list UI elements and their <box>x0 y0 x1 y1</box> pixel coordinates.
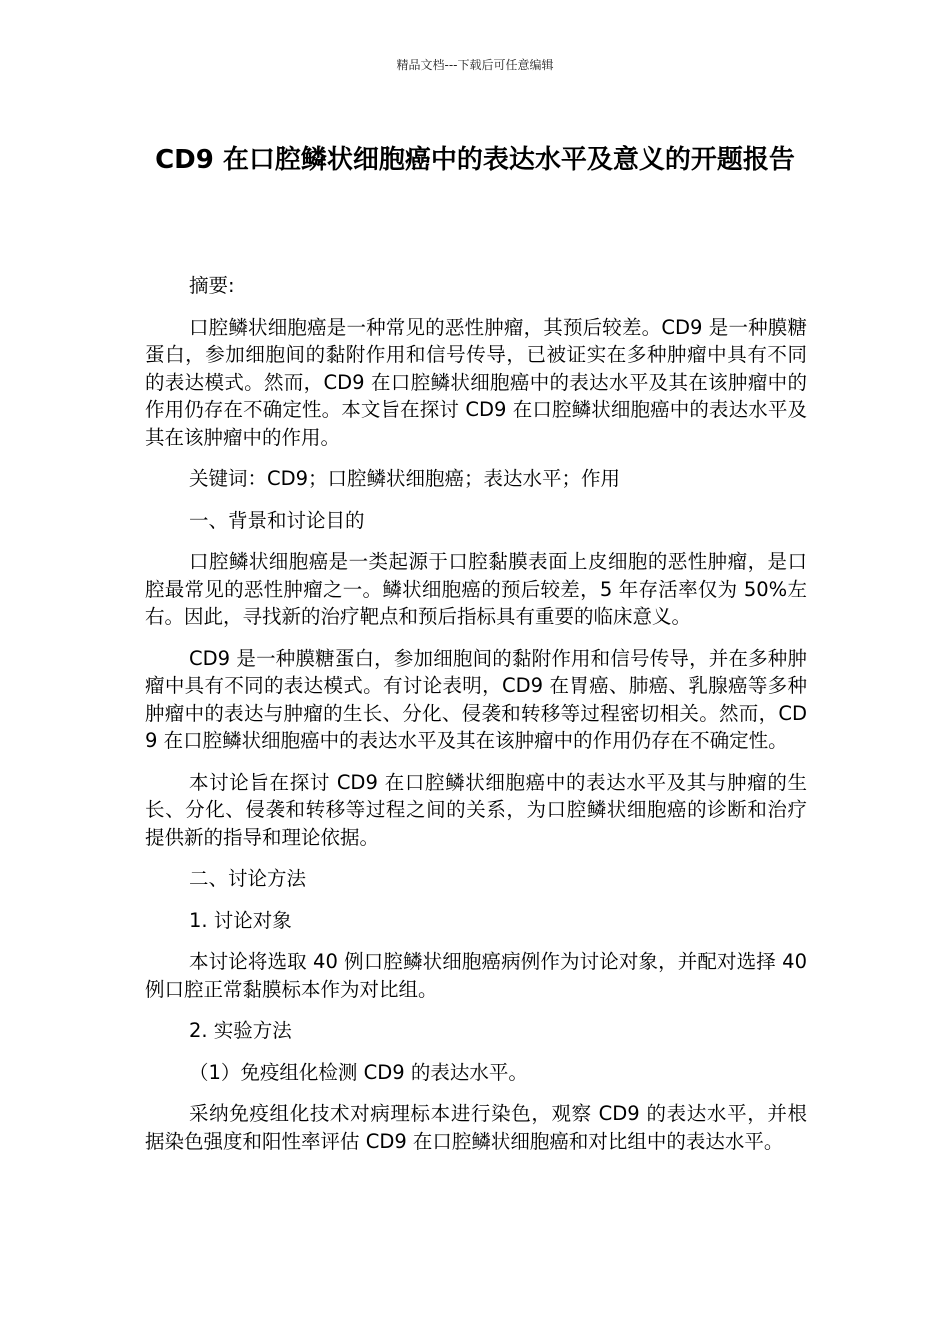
keywords-line: 关键词：CD9；口腔鳞状细胞癌；表达水平；作用 <box>189 467 621 490</box>
body-paragraph: 口腔鳞状细胞癌是一类起源于口腔黏膜表面上皮细胞的恶性肿瘤，是口腔最常见的恶性肿瘤之一。鳞状细胞癌的预后较差，5 年存活率仅为 50%左右。因此，寻找新的治疗靶点和预后指标具有重要的临床意义。 <box>145 550 807 628</box>
document-body <box>145 272 807 1169</box>
list-item-ihc: （1）免疫组化检测 CD9 的表达水平。 <box>189 1060 528 1084</box>
abstract-heading: 摘要: <box>189 274 235 297</box>
body-paragraph: 本讨论旨在探讨 CD9 在口腔鳞状细胞癌中的表达水平及其与肿瘤的生长、分化、侵袭和转移等过程之间的关系，为口腔鳞状细胞癌的诊断和治疗提供新的指导和理论依据。 <box>145 770 807 849</box>
body-paragraph: 本讨论将选取 40 例口腔鳞状细胞癌病例作为讨论对象，并配对选择 40 例口腔正常黏膜标本作为对比组。 <box>145 950 807 1001</box>
body-paragraph: CD9 是一种膜糖蛋白，参加细胞间的黏附作用和信号传导，并在多种肿瘤中具有不同的表达模式。有讨论表明，CD9 在胃癌、肺癌、乳腺癌等多种肿瘤中的表达与肿瘤的生长、分化、侵袭和转移等过程密切相关。然而，CD9 在口腔鳞状细胞癌中的表达水平及其在该肿瘤中的作用仍存在不确定性。 <box>145 646 807 752</box>
section-heading-methods: 二、讨论方法 <box>189 867 307 890</box>
page-header-note: 精品文档---下载后可任意编辑 <box>396 58 554 72</box>
body-paragraph: 采纳免疫组化技术对病理标本进行染色，观察 CD9 的表达水平，并根据染色强度和阳性率评估 CD9 在口腔鳞状细胞癌和对比组中的表达水平。 <box>145 1102 807 1153</box>
document-title: CD9 在口腔鳞状细胞癌中的表达水平及意义的开题报告 <box>155 145 795 175</box>
subsection-heading-subjects: 1. 讨论对象 <box>189 908 292 932</box>
subsection-heading-experiment: 2. 实验方法 <box>189 1019 292 1042</box>
section-heading-background: 一、背景和讨论目的 <box>189 508 365 532</box>
abstract-paragraph: 口腔鳞状细胞癌是一种常见的恶性肿瘤，其预后较差。CD9 是一种膜糖蛋白，参加细胞间的黏附作用和信号传导，已被证实在多种肿瘤中具有不同的表达模式。然而，CD9 在口腔鳞状细胞癌中的表达水平及其在该肿瘤中的作用仍存在不确定性。本文旨在探讨 CD9 在口腔鳞状细胞癌中的表达水平及其在该肿瘤中的作用。 <box>145 315 807 449</box>
